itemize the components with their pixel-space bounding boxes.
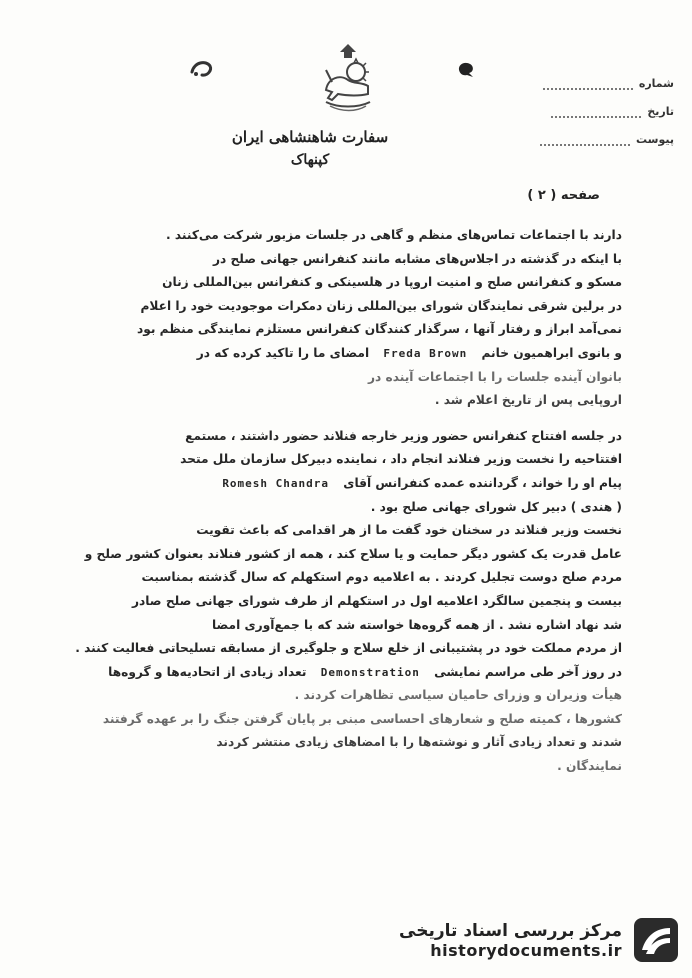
body-line: در جلسه افتتاح کنفرانس حضور وزیر خارجه فنلاند حضور داشتند ، مستمع — [185, 428, 622, 443]
date-field-label: تاریخ — [647, 105, 674, 118]
archive-logo-texts — [399, 921, 622, 960]
body-line: بیست و پنجمین سالگرد اعلامیه اول در استکهلم از طرف شورای جهانی صلح صادر — [131, 593, 622, 608]
latin-word-demonstration: Demonstration — [320, 665, 420, 679]
archive-logo-icon — [632, 916, 680, 964]
attachment-field-dots — [540, 134, 630, 146]
body-line-start: پیام او را خواند ، گرداننده عمده کنفرانس آقای — [343, 475, 622, 490]
body-line-start: و بانوی ابراهمیون خانم — [481, 345, 622, 360]
body-line: بانوان آینده جلسات را با اجتماعات آینده در — [367, 369, 622, 384]
body-line: نمی‌آمد ابراز و رفتار آنها ، سرگذار کنندگان کنفرانس مستلزم نمایندگی منظم بود — [136, 322, 622, 337]
body-line: کشورها ، کمیته صلح و شعارهای احساسی مبنی بر پایان گرفتن جنگ را بر عهده گرفتند — [102, 711, 622, 726]
embassy-name: سفارت شاهنشاهی ایران — [231, 128, 389, 146]
body-line: نخست وزیر فنلاند در سخنان خود گفت ما از هر اقدامی که باعث تقویت — [196, 523, 622, 538]
body-line-start: در روز آخر طی مراسم نمایشی — [434, 664, 622, 679]
body-line: مردم صلح دوست تجلیل کردند . به اعلامیه دوم استکهلم که سال گذشته بمناسبت — [141, 570, 622, 585]
page-number: صفحه ( ۲ ) — [527, 188, 600, 203]
date-field — [514, 90, 674, 118]
body-line: مسکو و کنفرانس صلح و امنیت اروپا در هلسینکی و کنفرانس بین‌المللی زنان — [162, 275, 622, 290]
body-line: در برلین شرقی نمایندگان شورای بین‌المللی زنان دمکرات موجودیت خود را اعلام — [140, 298, 622, 313]
stamp-mark-icon — [188, 56, 214, 82]
latin-name-romesh-chandra: Romesh Chandra — [222, 476, 330, 490]
body-line: شد نهاد اشاره نشد . از همه گروه‌ها خواسته شد که با جمع‌آوری امضا — [211, 617, 622, 632]
letter-body — [66, 224, 622, 779]
body-line — [66, 661, 622, 685]
attachment-field — [514, 118, 674, 146]
number-field-dots — [543, 78, 633, 90]
embassy-city: کپنهاک — [290, 152, 330, 168]
body-line: از مردم مملکت خود در پشتیبانی از خلع سلاح و جلوگیری از مسابقه تسلیحاتی فعالیت کنند . — [75, 641, 622, 656]
archive-logo-url[interactable]: historydocuments.ir — [430, 940, 622, 960]
number-field — [514, 62, 674, 90]
latin-name-freda-brown: Freda Brown — [383, 346, 468, 360]
lion-and-sun-emblem-icon — [318, 42, 378, 114]
archive-logo-title: مرکز بررسی اسناد تاریخی — [399, 920, 622, 941]
attachment-field-label: پیوست — [636, 133, 674, 146]
body-line: ( هندی ) دبیر کل شورای جهانی صلح بود . — [370, 499, 622, 514]
body-line: شدند و تعداد زیادی آثار و نوشته‌ها را با امضاهای زیادی منتشر کردند — [216, 735, 622, 750]
date-field-dots — [551, 106, 641, 118]
body-line: نمایندگان . — [557, 759, 622, 774]
ink-blot-icon — [455, 58, 477, 80]
archive-logo — [390, 914, 680, 966]
body-line: افتتاحیه را نخست وزیر فنلاند انجام داد ، نماینده دبیرکل سازمان ملل متحد — [180, 452, 622, 467]
body-line: هیأت وزیران و وزرای حامیان سیاسی تظاهرات کردند . — [294, 688, 622, 703]
body-line-end: امضای ما را تاکید کرده که در — [196, 345, 370, 360]
body-line: با اینکه در گذشته در اجلاس‌های مشابه مانند کنفرانس جهانی صلح در — [212, 251, 622, 266]
number-field-label: شماره — [638, 77, 674, 90]
body-line: اروپایی پس از تاریخ اعلام شد . — [434, 393, 622, 408]
body-line: عامل قدرت یک کشور دیگر حمایت و یا سلاح کند ، همه از کشور فنلاند بعنوان کشور صلح و — [84, 546, 622, 561]
body-line-end: تعداد زیادی از اتحادیه‌ها و گروه‌ها — [108, 664, 307, 679]
reference-fields — [514, 62, 674, 146]
paragraph-gap — [66, 413, 622, 425]
body-line — [66, 472, 622, 496]
body-line — [66, 342, 622, 366]
body-line: دارند با اجتماعات تماس‌های منظم و گاهی در جلسات مزبور شرکت می‌کنند . — [165, 228, 622, 242]
